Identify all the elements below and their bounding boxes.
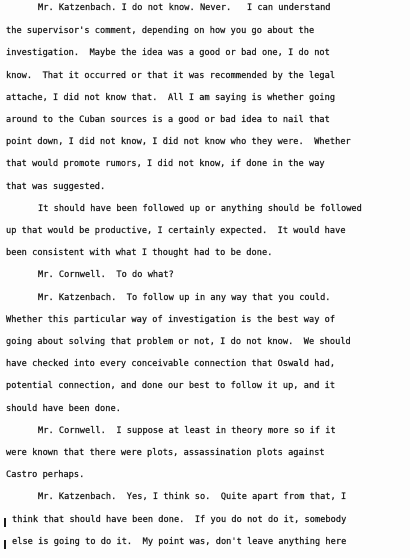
text-line: know. That it occurred or that it was recommended by the legal bbox=[6, 71, 336, 81]
text-line: going about solving that problem or not, I do not know. We should bbox=[6, 337, 351, 347]
text-line: up that would be productive, I certainly expected. It would have bbox=[6, 226, 346, 236]
text-line: should have been done. bbox=[6, 404, 121, 414]
text-line: Mr. Katzenbach. Yes, I think so. Quite apart from that, I bbox=[38, 492, 347, 502]
text-line: Mr. Katzenbach. To follow up in any way that you could. bbox=[38, 293, 331, 303]
text-line: been consistent with what I thought had to be done. bbox=[6, 248, 273, 258]
text-line: Mr. Katzenbach. I do not know. Never. I can understand bbox=[38, 3, 331, 13]
text-line: else is going to do it. My point was, don't leave anything here bbox=[12, 537, 347, 547]
text-line: the supervisor's comment, depending on how you go about the bbox=[6, 26, 315, 36]
text-line: that would promote rumors, I did not know, if done in the way bbox=[6, 159, 325, 169]
text-line: point down, I did not know, I did not know who they were. Whether bbox=[6, 137, 351, 147]
margin-mark bbox=[4, 540, 6, 549]
text-line: around to the Cuban sources is a good or bad idea to nail that bbox=[6, 115, 330, 125]
margin-mark bbox=[4, 518, 6, 527]
text-line: were known that there were plots, assassination plots against bbox=[6, 448, 325, 458]
text-line: potential connection, and done our best to follow it up, and it bbox=[6, 381, 336, 391]
text-line: It should have been followed up or anything should be followed bbox=[38, 204, 362, 214]
text-line: Mr. Cornwell. To do what? bbox=[38, 270, 174, 280]
text-line: Whether this particular way of investigation is the best way of bbox=[6, 315, 336, 325]
text-line: attache, I did not know that. All I am saying is whether going bbox=[6, 93, 336, 103]
text-line: Castro perhaps. bbox=[6, 470, 85, 480]
text-line: Mr. Cornwell. I suppose at least in theory more so if it bbox=[38, 426, 336, 436]
text-line: have checked into every conceivable connection that Oswald had, bbox=[6, 359, 336, 369]
text-line: investigation. Maybe the idea was a good or bad one, I do not bbox=[6, 48, 330, 58]
text-line: that was suggested. bbox=[6, 182, 106, 192]
text-line: think that should have been done. If you do not do it, somebody bbox=[12, 515, 347, 525]
